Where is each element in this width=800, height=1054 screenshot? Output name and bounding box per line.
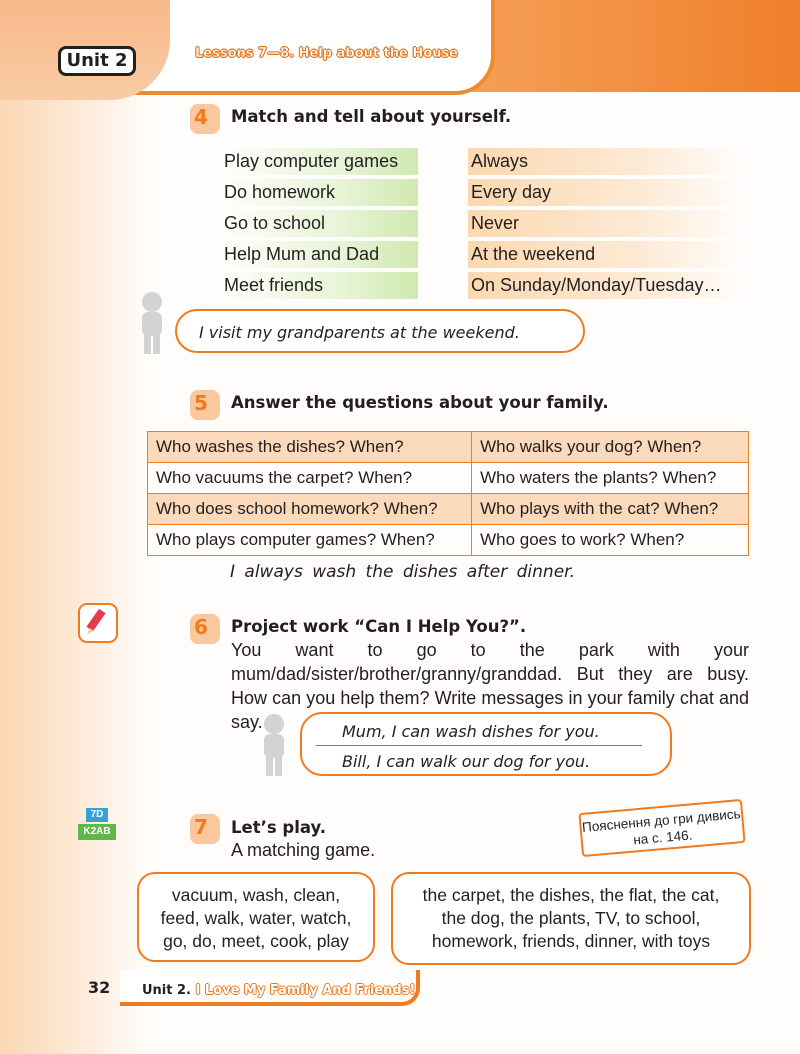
activities-list: [221, 148, 418, 299]
task-4-number: 4: [186, 102, 216, 132]
task-7-title: Let’s play.: [231, 818, 327, 837]
activity-item: Meet friends: [221, 272, 418, 299]
frequency-item: Never: [468, 210, 746, 237]
verbs-box: vacuum, wash, clean, feed, walk, water, watch, go, do, meet, cook, play: [137, 872, 375, 962]
page-number: 32: [88, 978, 111, 997]
frequency-item: At the weekend: [468, 241, 746, 268]
task-6-title: Project work “Can I Help You?”.: [231, 617, 527, 636]
frequency-item: Every day: [468, 179, 746, 206]
task-5-example: I always wash the dishes after dinner.: [230, 562, 575, 582]
activity-item: Help Mum and Dad: [221, 241, 418, 268]
unit-label: Unit 2: [58, 46, 136, 76]
task-7-number: 7: [186, 812, 216, 842]
footer-unit-title: I Love My Family And Friends!: [195, 983, 416, 998]
footer-unit-label: Unit 2.: [142, 983, 191, 998]
table-row: [148, 463, 749, 494]
table-row: [148, 432, 749, 463]
table-row: [148, 494, 749, 525]
task-5-title: Answer the questions about your family.: [231, 393, 609, 412]
table-row: [148, 525, 749, 556]
activity-item: Play computer games: [221, 148, 418, 175]
table-cell: Who goes to work? When?: [472, 525, 749, 556]
child-silhouette-icon: [258, 712, 290, 776]
message-divider: [316, 745, 642, 746]
child-silhouette-icon: [136, 290, 168, 354]
pencil-icon: [78, 603, 118, 643]
table-cell: Who waters the plants? When?: [472, 463, 749, 494]
frequency-item: Always: [468, 148, 746, 175]
frequency-list: [468, 148, 746, 299]
game-note: Пояснення до гри дивись на с. 146.: [578, 799, 745, 857]
table-cell: Who walks your dog? When?: [472, 432, 749, 463]
task-7-subtitle: A matching game.: [231, 840, 376, 860]
task-4-title: Match and tell about yourself.: [231, 107, 512, 126]
table-cell: Who does school homework? When?: [148, 494, 472, 525]
chat-message: Bill, I can walk our dog for you.: [342, 752, 591, 771]
family-chat-bubble: [300, 712, 672, 776]
questions-table: [147, 431, 749, 556]
frequency-item: On Sunday/Monday/Tuesday…: [468, 272, 746, 299]
table-cell: Who vacuums the carpet? When?: [148, 463, 472, 494]
example-sentence: I visit my grandparents at the weekend.: [199, 323, 520, 342]
table-cell: Who washes the dishes? When?: [148, 432, 472, 463]
nouns-box: the carpet, the dishes, the flat, the cat, the dog, the plants, TV, to school, homework, friends, dinner, with toys: [391, 872, 751, 965]
task-5-number: 5: [186, 388, 216, 418]
footer-unit: [142, 983, 415, 998]
table-cell: Who plays with the cat? When?: [472, 494, 749, 525]
lesson-title: Lessons 7—8. Help about the House: [195, 46, 459, 61]
task-6-number: 6: [186, 612, 216, 642]
activity-item: Go to school: [221, 210, 418, 237]
table-cell: Who plays computer games? When?: [148, 525, 472, 556]
activity-item: Do homework: [221, 179, 418, 206]
example-bubble-task4: [175, 309, 585, 353]
chat-message: Mum, I can wash dishes for you.: [342, 722, 600, 741]
page-margin-strip: [0, 0, 150, 1054]
letter-blocks-icon: 7D K2AB: [78, 808, 116, 842]
task-6-body: You want to go to the park with your mum/dad/sister/brother/granny/granddad. But they are busy. How can you help them? Write messages in your family chat and say.: [231, 640, 749, 732]
